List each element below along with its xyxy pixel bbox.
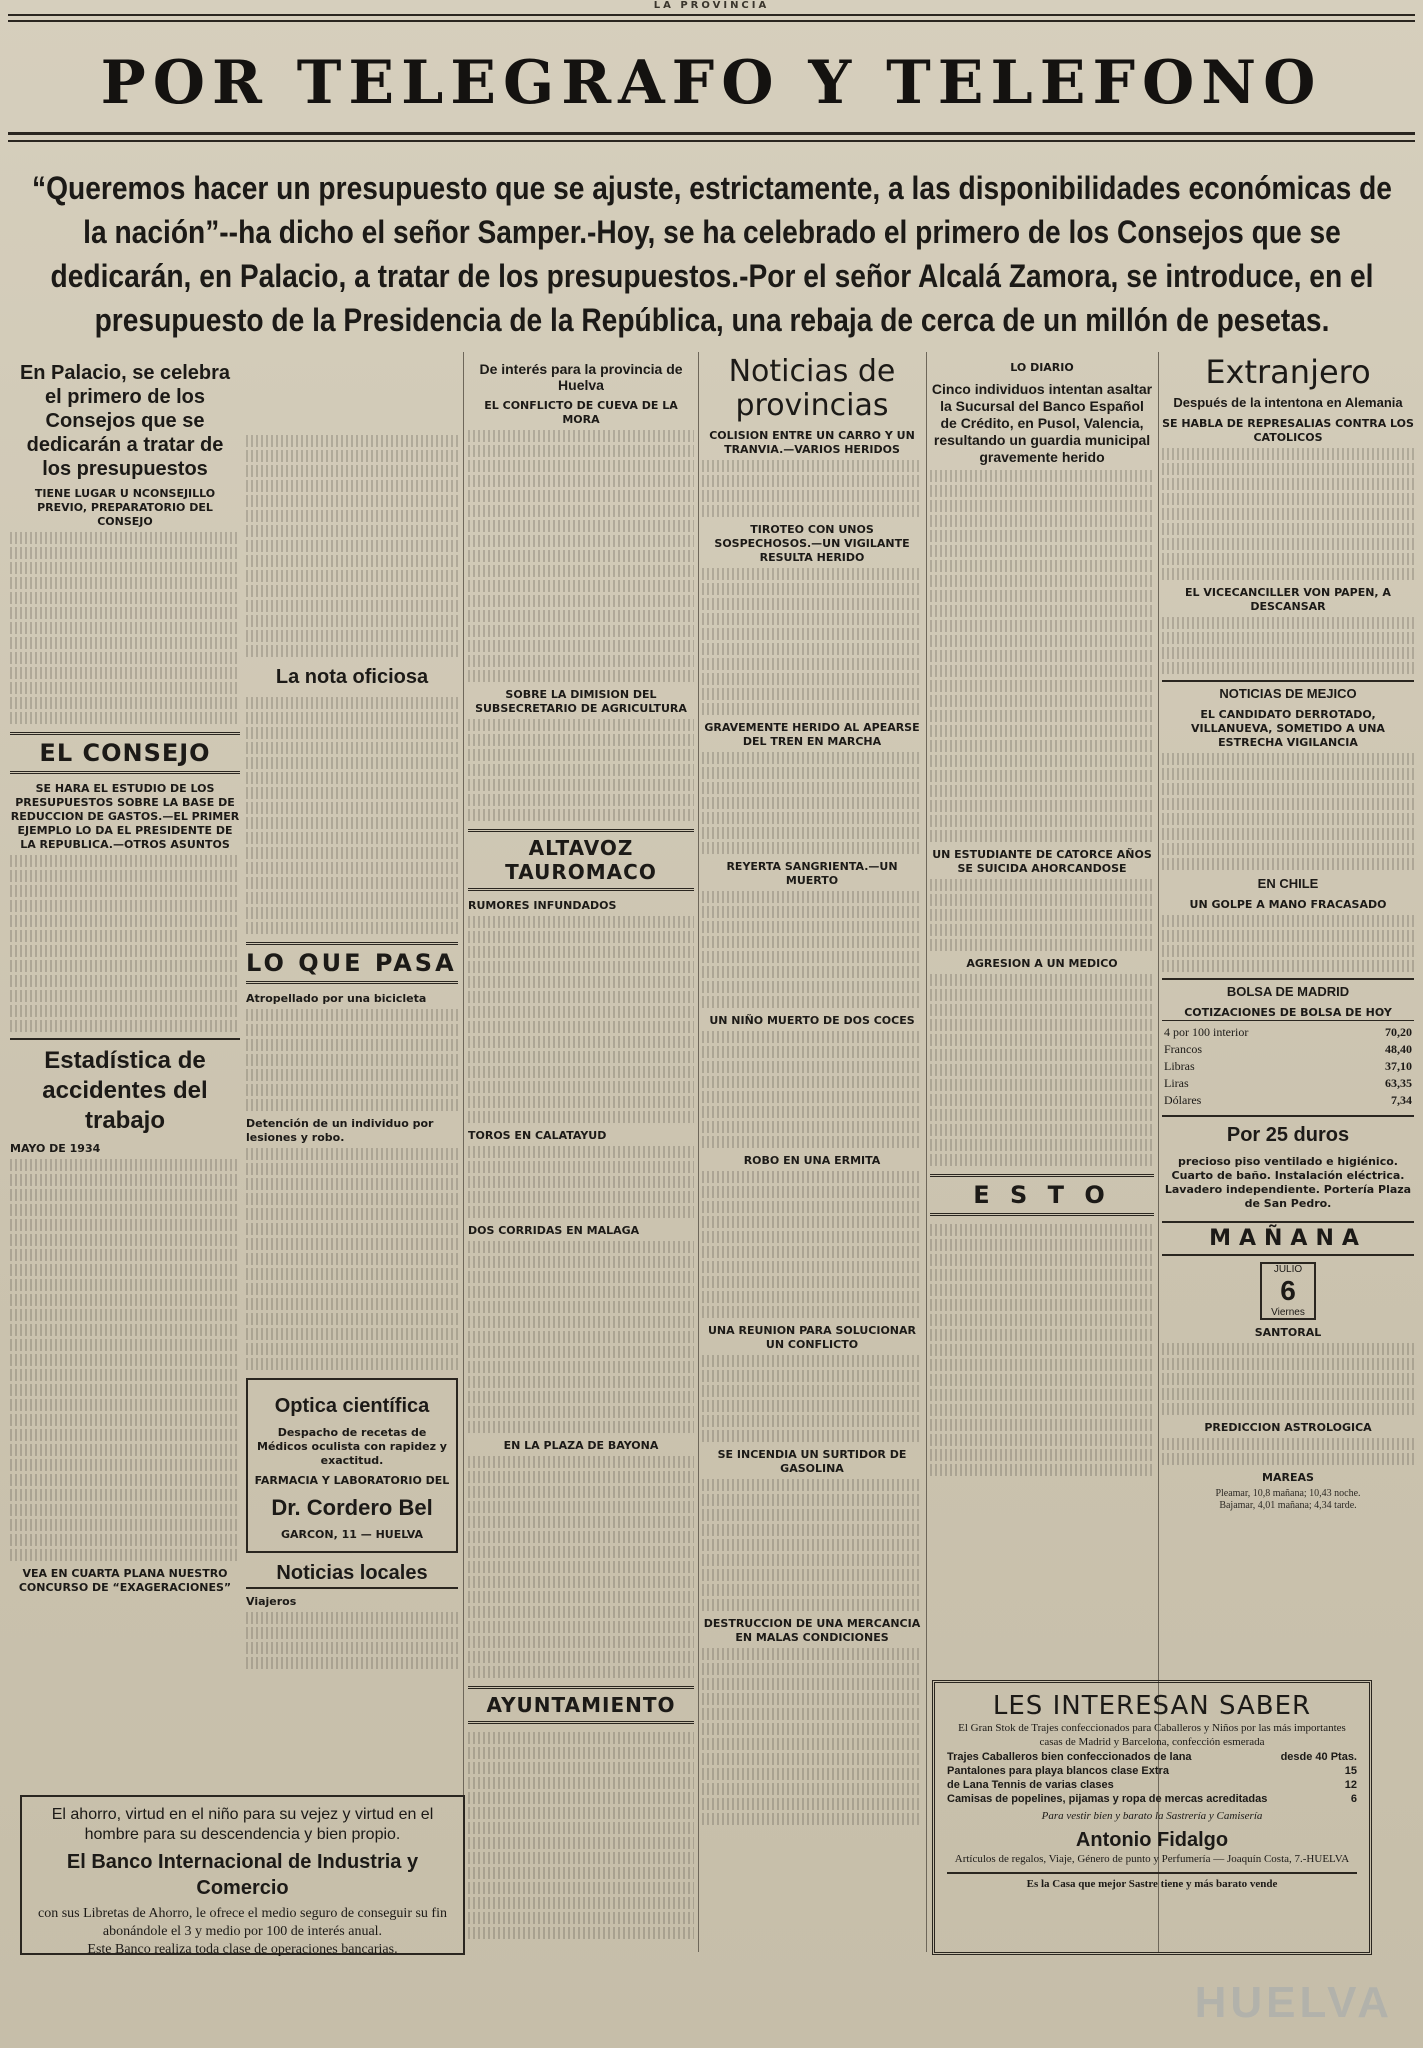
saber-name: Antonio Fidalgo bbox=[1075, 1829, 1229, 1851]
ad-lab: FARMACIA Y LABORATORIO DEL bbox=[254, 1474, 450, 1487]
bolsa-value: 63,35 bbox=[1385, 1076, 1412, 1090]
article-kicker: UN GOLPE A MANO FRACASADO bbox=[1189, 898, 1387, 911]
article-body bbox=[10, 855, 240, 1032]
section-head: EN CHILE bbox=[1257, 876, 1319, 891]
saber-vestir: Para vestir bien y barato la Sastrería y Camisería bbox=[1041, 1810, 1263, 1822]
article-title: Estadística de accidentes del trabajo bbox=[10, 1038, 240, 1136]
article-title: Cinco individuos intentan asaltar la Sucursal del Banco Español de Crédito, en Pusol, Valencia, resultando un guardia municipal gravemente herido bbox=[931, 381, 1153, 465]
article-body bbox=[468, 1456, 694, 1678]
optica-ad bbox=[246, 1378, 458, 1553]
section-head: E S T O bbox=[930, 1174, 1154, 1216]
article-body bbox=[702, 891, 922, 1008]
item-price: 6 bbox=[1350, 1793, 1357, 1805]
bolsa-table bbox=[1162, 1024, 1414, 1109]
banco-line2: con sus Libretas de Ahorro, le ofrece el medio seguro de conseguir su fin abonándole el 3 y medio por 100 de interés anual. bbox=[38, 1906, 447, 1939]
article-body bbox=[468, 1146, 694, 1218]
item-price: 15 bbox=[1344, 1765, 1357, 1777]
article-kicker: SE HABLA DE REPRESALIAS CONTRA LOS CATOLICOS bbox=[1162, 417, 1414, 444]
article-kicker: ROBO EN UNA ERMITA bbox=[743, 1154, 881, 1167]
article-body bbox=[10, 532, 240, 724]
item-label: Trajes Caballeros bien confeccionados de lana bbox=[947, 1751, 1192, 1763]
column-divider bbox=[926, 352, 927, 1952]
article-body bbox=[468, 430, 694, 682]
article-kicker: UN NIÑO MUERTO DE DOS COCES bbox=[709, 1014, 915, 1027]
subhead: “Queremos hacer un presupuesto que se ajuste, estrictamente, a las disponibilidades económicas de la nación”--ha dicho el señor Samper.-Hoy, se ha celebrado el primero de los Consejos que se dedicarán, en Palacio, a tratar de los presupuestos.-Por el señor Alcalá Zamora, se introduce, en el presupuesto de la Presidencia de la República, una rebaja de cerca de un millón de pesetas. bbox=[32, 170, 1392, 338]
article-body bbox=[468, 916, 694, 1123]
bolsa-label: Liras bbox=[1164, 1076, 1189, 1090]
contest-notice: VEA EN CUARTA PLANA NUESTRO CONCURSO DE “EXAGERACIONES” bbox=[18, 1567, 232, 1594]
table-row bbox=[1162, 1058, 1414, 1075]
cal-weekday: Viernes bbox=[1271, 1307, 1305, 1318]
ad-text: precioso piso ventilado e higiénico. Cuarto de baño. Instalación eléctrica. Lavadero independiente. Portería Plaza de San Pedro. bbox=[1164, 1155, 1412, 1210]
santoral-head: SANTORAL bbox=[1254, 1326, 1322, 1339]
article-body bbox=[702, 752, 922, 854]
article-body bbox=[246, 1148, 458, 1370]
column-diario bbox=[930, 355, 1154, 1675]
ad-subtitle: Despacho de recetas de Médicos oculista con rapidez y exactitud. bbox=[257, 1426, 447, 1467]
section-head: EL CONSEJO bbox=[10, 732, 240, 774]
column-nota bbox=[246, 355, 458, 1755]
table-row bbox=[1162, 1024, 1414, 1041]
list-item bbox=[947, 1765, 1357, 1777]
article-body bbox=[468, 1732, 694, 1939]
list-item bbox=[947, 1751, 1357, 1763]
saber-intro: El Gran Stok de Trajes confeccionados para Caballeros y Niños por las más importantes casas de Madrid y Barcelona, confección esmerada bbox=[958, 1722, 1346, 1748]
column-divider bbox=[463, 352, 464, 1952]
column-provincias bbox=[702, 355, 922, 1955]
ad-address: GARCON, 11 — HUELVA bbox=[280, 1528, 424, 1541]
column-divider bbox=[698, 352, 699, 1952]
article-body bbox=[1162, 753, 1414, 870]
pleamar: Pleamar, 10,8 mañana; 10,43 noche. bbox=[1215, 1488, 1361, 1499]
section-head: AYUNTAMIENTO bbox=[468, 1686, 694, 1724]
bolsa-label: Francos bbox=[1164, 1042, 1202, 1056]
article-body bbox=[246, 1612, 458, 1669]
article-body bbox=[1162, 617, 1414, 674]
bolsa-label: Libras bbox=[1164, 1059, 1195, 1073]
article-body bbox=[1162, 1438, 1414, 1465]
table-row bbox=[1162, 1092, 1414, 1109]
duros-ad bbox=[1162, 1115, 1414, 1211]
article-body bbox=[930, 470, 1154, 842]
section-head: La nota oficiosa bbox=[275, 666, 429, 688]
article-body bbox=[702, 460, 922, 517]
paper-name: LA PROVINCIA bbox=[653, 0, 770, 11]
saber-ad bbox=[932, 1680, 1372, 1955]
item-price: 12 bbox=[1344, 1779, 1357, 1791]
article-body bbox=[1162, 448, 1414, 580]
column-palacio bbox=[10, 355, 240, 1735]
article-title: Después de la intentona en Alemania bbox=[1173, 395, 1403, 410]
prediccion-head: PREDICCION ASTROLOGICA bbox=[1204, 1421, 1372, 1434]
section-label: LO DIARIO bbox=[1010, 361, 1074, 374]
item-price: desde 40 Ptas. bbox=[1280, 1751, 1357, 1763]
section-head: LO QUE PASA bbox=[246, 942, 458, 984]
saber-address: Artículos de regalos, Viaje, Género de punto y Perfumería — Joaquín Costa, 7.-HUELVA bbox=[954, 1853, 1350, 1865]
bolsa-label: 4 por 100 interior bbox=[1164, 1025, 1249, 1039]
article-kicker: EL VICECANCILLER VON PAPEN, A DESCANSAR bbox=[1185, 586, 1391, 613]
article-kicker: UNA REUNION PARA SOLUCIONAR UN CONFLICTO bbox=[708, 1324, 916, 1351]
article-body bbox=[246, 697, 458, 934]
article-body bbox=[930, 974, 1154, 1166]
article-body bbox=[468, 1241, 694, 1433]
bolsa-value: 37,10 bbox=[1385, 1059, 1412, 1073]
article-body bbox=[702, 1648, 922, 1825]
mareas-head: MAREAS bbox=[1262, 1471, 1314, 1484]
bolsa-label: Dólares bbox=[1164, 1093, 1202, 1107]
article-body bbox=[702, 1355, 922, 1442]
article-kicker: COLISION ENTRE UN CARRO Y UN TRANVIA.—VARIOS HERIDOS bbox=[709, 429, 915, 456]
article-kicker: MAYO DE 1934 bbox=[10, 1142, 101, 1155]
article-body bbox=[702, 1479, 922, 1611]
bolsa-value: 70,20 bbox=[1385, 1025, 1412, 1039]
article-kicker: Atropellado por una bicicleta bbox=[246, 992, 427, 1005]
article-body bbox=[702, 568, 922, 715]
saber-title: LES INTERESAN SABER bbox=[992, 1691, 1312, 1721]
article-kicker: SOBRE LA DIMISION DEL SUBSECRETARIO DE AGRICULTURA bbox=[475, 688, 687, 715]
article-body bbox=[702, 1031, 922, 1148]
calendar bbox=[1260, 1262, 1316, 1320]
bolsa-subtitle: COTIZACIONES DE BOLSA DE HOY bbox=[1162, 1006, 1414, 1021]
list-item bbox=[947, 1779, 1357, 1791]
article-kicker: TOROS EN CALATAYUD bbox=[468, 1129, 607, 1142]
headline-rule-2 bbox=[8, 140, 1415, 142]
article-kicker: DOS CORRIDAS EN MALAGA bbox=[468, 1224, 640, 1237]
banco-line3: Este Banco realiza toda clase de operaciones bancarias. bbox=[87, 1942, 398, 1957]
ad-name: Dr. Cordero Bel bbox=[271, 1495, 433, 1520]
list-item bbox=[947, 1793, 1357, 1805]
article-body bbox=[930, 879, 1154, 951]
article-kicker: UN ESTUDIANTE DE CATORCE AÑOS SE SUICIDA AHORCANDOSE bbox=[932, 848, 1152, 875]
article-kicker: SE INCENDIA UN SURTIDOR DE GASOLINA bbox=[717, 1448, 907, 1475]
watermark-logo: HUELVA bbox=[1194, 1978, 1393, 2027]
ad-title: Optica científica bbox=[274, 1395, 430, 1417]
article-body bbox=[1162, 915, 1414, 972]
article-body bbox=[930, 1224, 1154, 1476]
article-kicker: GRAVEMENTE HERIDO AL APEARSE DEL TREN EN MARCHA bbox=[704, 721, 920, 748]
bajamar: Bajamar, 4,01 mañana; 4,34 tarde. bbox=[1219, 1500, 1357, 1511]
article-kicker: REYERTA SANGRIENTA.—UN MUERTO bbox=[726, 860, 898, 887]
section-head: NOTICIAS DE MEJICO bbox=[1162, 680, 1414, 702]
headline-rule bbox=[8, 132, 1415, 135]
table-row bbox=[1162, 1041, 1414, 1058]
article-body bbox=[1162, 1343, 1414, 1415]
subhead-block bbox=[0, 166, 1423, 346]
bolsa-value: 48,40 bbox=[1385, 1042, 1412, 1056]
banco-line1: El ahorro, virtud en el niño para su vejez y virtud en el hombre para su descendencia y bien propio. bbox=[51, 1806, 434, 1843]
article-kicker: EN LA PLAZA DE BAYONA bbox=[503, 1439, 659, 1452]
top-rule bbox=[8, 14, 1415, 16]
article-kicker: RUMORES INFUNDADOS bbox=[468, 899, 617, 912]
main-headline: POR TELEGRAFO Y TELEFONO bbox=[100, 48, 1323, 118]
article-kicker: SE HARA EL ESTUDIO DE LOS PRESUPUESTOS SOBRE LA BASE DE REDUCCION DE GASTOS.—EL PRIMER EJEMPLO LO DA EL PRESIDENTE DE LA REPUBLICA.—OTROS ASUNTOS bbox=[10, 782, 240, 851]
saber-footer: Es la Casa que mejor Sastre tiene y más barato vende bbox=[947, 1872, 1357, 1891]
cal-month: JULIO bbox=[1273, 1264, 1303, 1275]
cal-day: 6 bbox=[1280, 1275, 1296, 1306]
section-head: Extranjero bbox=[1205, 355, 1371, 391]
article-body bbox=[702, 1171, 922, 1318]
article-title: De interés para la provincia de Huelva bbox=[479, 361, 683, 393]
manana-head: MAÑANA bbox=[1162, 1221, 1414, 1256]
article-kicker: AGRESION A UN MEDICO bbox=[966, 957, 1118, 970]
table-row bbox=[1162, 1075, 1414, 1092]
section-head: BOLSA DE MADRID bbox=[1162, 978, 1414, 1000]
article-title: En Palacio, se celebra el primero de los Consejos que se dedicarán a tratar de los presupuestos bbox=[19, 362, 231, 480]
article-kicker: EL CONFLICTO DE CUEVA DE LA MORA bbox=[484, 399, 678, 426]
article-kicker: EL CANDIDATO DERROTADO, VILLANUEVA, SOMETIDO A UNA ESTRECHA VIGILANCIA bbox=[1191, 708, 1385, 749]
article-body bbox=[468, 719, 694, 821]
banco-ad bbox=[20, 1795, 465, 1955]
article-body bbox=[246, 1009, 458, 1111]
article-body bbox=[246, 435, 458, 657]
bolsa-value: 7,34 bbox=[1391, 1093, 1412, 1107]
article-body bbox=[10, 1159, 240, 1561]
section-head: Noticias locales bbox=[246, 1559, 458, 1589]
article-kicker: Detención de un individuo por lesiones y robo. bbox=[246, 1117, 434, 1144]
ad-title: Por 25 duros bbox=[1226, 1124, 1350, 1146]
item-label: Camisas de popelines, pijamas y ropa de mercas acreditadas bbox=[947, 1793, 1268, 1805]
article-kicker: DESTRUCCION DE UNA MERCANCIA EN MALAS CONDICIONES bbox=[703, 1617, 921, 1644]
article-kicker: Viajeros bbox=[246, 1595, 297, 1608]
item-label: Pantalones para playa blancos clase Extra bbox=[947, 1765, 1169, 1777]
section-head: ALTAVOZ TAUROMACO bbox=[468, 829, 694, 891]
article-kicker: TIENE LUGAR U NCONSEJILLO PREVIO, PREPARATORIO DEL CONSEJO bbox=[34, 487, 216, 528]
top-rule-2 bbox=[8, 20, 1415, 22]
article-kicker: TIROTEO CON UNOS SOSPECHOSOS.—UN VIGILANTE RESULTA HERIDO bbox=[714, 523, 910, 564]
column-extranjero bbox=[1162, 355, 1414, 1675]
section-head: Noticias de provincias bbox=[728, 355, 896, 423]
item-label: de Lana Tennis de varias clases bbox=[947, 1779, 1114, 1791]
banco-name: El Banco Internacional de Industria y Comercio bbox=[66, 1851, 419, 1899]
column-huelva bbox=[468, 355, 694, 1955]
